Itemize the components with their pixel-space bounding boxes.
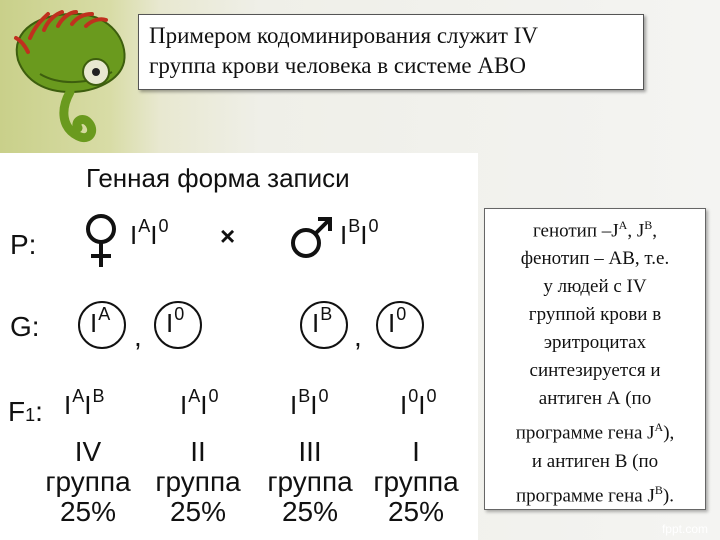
offspring-genotype-00: $I^0I^0$	[400, 386, 437, 420]
blood-group-column	[38, 437, 138, 527]
explanation-line: эритроцитах	[543, 332, 647, 354]
female-symbol-icon	[84, 213, 118, 269]
genetic-scheme-panel	[0, 153, 478, 540]
scheme-heading: Генная форма записи	[86, 163, 350, 193]
comma-1: ,	[134, 321, 142, 352]
father-genotype: $I^BI^0$	[340, 216, 379, 250]
blood-group-percent: 25%	[281, 496, 339, 527]
blood-group-roman: IV	[74, 436, 102, 467]
gametes-label: G:	[10, 311, 40, 342]
comma-2: ,	[354, 321, 362, 352]
explanation-line: генотип $-J^A$, $J^B$,	[532, 218, 658, 242]
blood-group-word: группа	[155, 466, 241, 497]
blood-group-roman: I	[412, 436, 420, 467]
parents-label: P:	[10, 229, 37, 260]
offspring-genotype-b0: $I^BI^0$	[290, 386, 329, 420]
cross-sign: ×	[220, 221, 236, 251]
explanation-line: программе гена $J^B$).	[516, 482, 674, 506]
blood-group-percent: 25%	[169, 496, 227, 527]
title-line-1: Примером кодоминирования служит IV	[149, 23, 539, 48]
blood-group-column	[260, 437, 360, 527]
slide-title	[138, 14, 644, 90]
male-symbol-icon	[290, 215, 334, 259]
f1-label: F1:	[8, 396, 43, 427]
blood-group-word: группа	[373, 466, 459, 497]
explanation-line: синтезируется и	[529, 360, 661, 382]
offspring-genotype-ab: $I^AI^B$	[64, 386, 105, 420]
offspring-genotype-a0: $I^AI^0$	[180, 386, 219, 420]
blood-group-percent: 25%	[387, 496, 445, 527]
explanation-line: фенотип – АВ, т.е.	[520, 248, 670, 270]
gamete-0-father: $I^0$	[388, 304, 407, 338]
explanation-line: и антиген В (по	[531, 450, 659, 472]
blood-group-word: группа	[45, 466, 131, 497]
gamete-b: $I^B$	[312, 304, 333, 338]
blood-group-roman: III	[298, 436, 322, 467]
explanation-box	[484, 208, 706, 510]
gamete-a: $I^A$	[90, 304, 111, 338]
blood-group-roman: II	[190, 436, 206, 467]
gamete-0-mother: $I^0$	[166, 304, 185, 338]
blood-group-word: группа	[267, 466, 353, 497]
blood-group-percent: 25%	[59, 496, 117, 527]
footer-watermark: fppt.com	[661, 522, 708, 536]
explanation-line: у людей с IV	[543, 276, 647, 298]
explanation-line: группой крови в	[528, 304, 662, 326]
blood-group-column	[366, 437, 466, 527]
chameleon-icon	[0, 0, 150, 150]
explanation-line: антиген А (по	[538, 388, 652, 410]
mother-genotype: $I^AI^0$	[130, 216, 169, 250]
explanation-line: программе гена $J^A$),	[515, 420, 675, 444]
blood-group-column	[148, 437, 248, 527]
title-line-2: группа крови человека в системе АВО	[149, 53, 526, 78]
